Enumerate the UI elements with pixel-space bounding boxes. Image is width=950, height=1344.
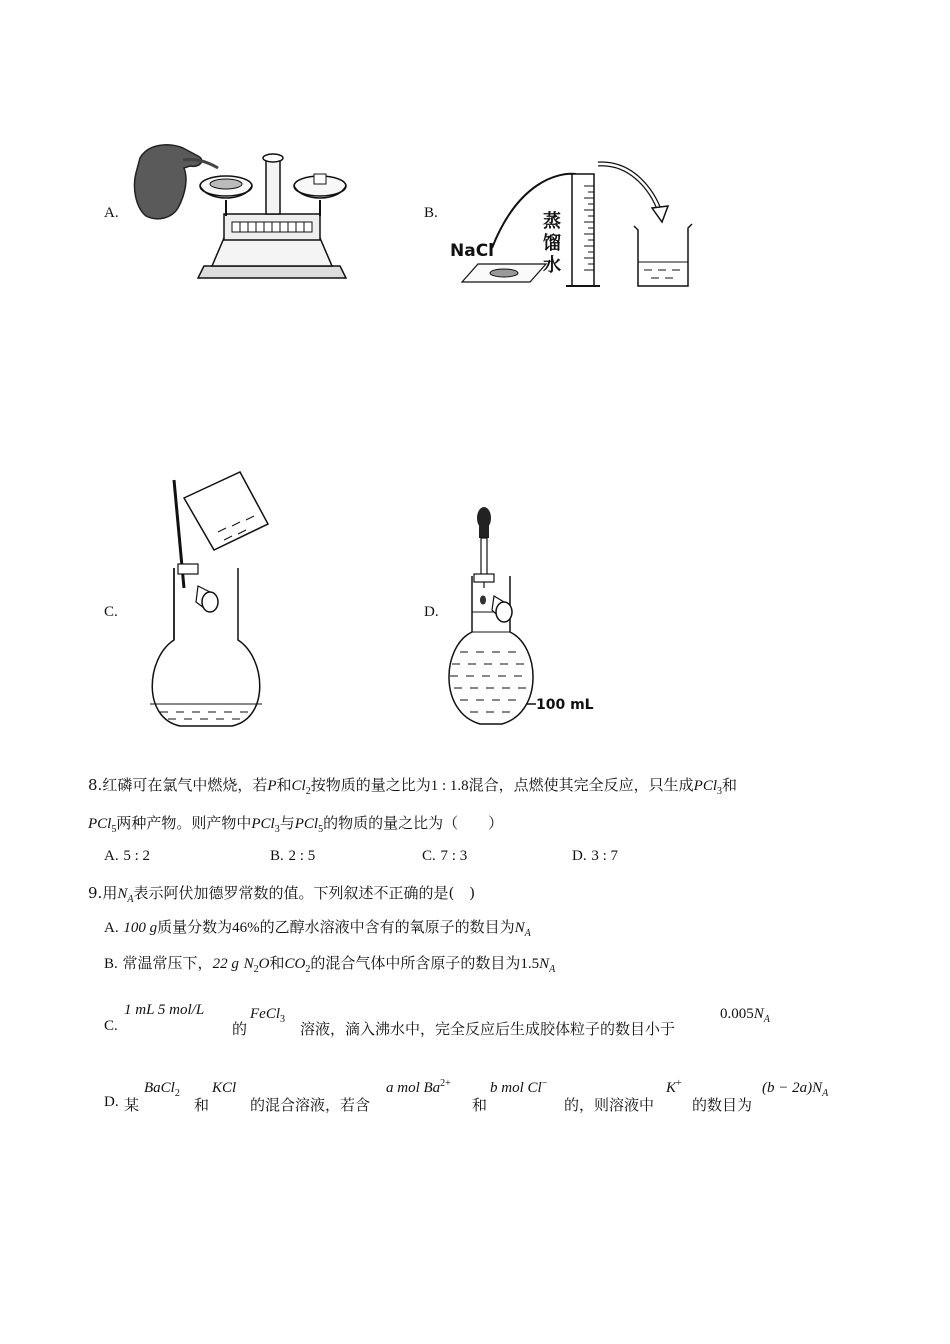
volume-label: 100 mL <box>536 697 594 713</box>
q9-d-bacl2: BaCl$_2$ <box>144 1080 180 1099</box>
dissolving-illustration <box>448 152 698 297</box>
q9-option-a[interactable]: A. 100 g质量分数为46%的乙醇水溶液中含有的氧原子的数目为$N_A$ <box>104 918 531 939</box>
water-label-2: 馏 <box>543 233 561 254</box>
q9-c-fecl3: FeCl$_3$ <box>250 1006 285 1025</box>
q8-line-2: PCl$_5$两种产物。则产物中PCl$_3$与PCl$_5$的物质的量之比为（ ） <box>88 814 504 835</box>
q9-number: 9. <box>88 884 103 902</box>
figure-c-label: C. <box>104 604 118 620</box>
q8-option-b[interactable]: B. 2 : 5 <box>270 848 316 864</box>
q9-c-concentration: 1 mL 5 mol/L <box>124 1002 205 1018</box>
q8-line-1: 8.红磷可在氯气中燃烧，若P和$Cl_2$按物质的量之比为1 : 1.8混合，点燃使其完全反应，只生成PCl$_3$和 <box>88 776 738 797</box>
figure-d-label: D. <box>424 604 439 620</box>
q8-option-c[interactable]: C. 7 : 3 <box>422 848 468 864</box>
q8-option-a[interactable]: A. 5 : 2 <box>104 848 151 864</box>
figure-b-label: B. <box>424 205 438 221</box>
q9-option-d[interactable]: D. <box>104 1094 119 1110</box>
dropper-flask-illustration <box>440 504 600 730</box>
q8-number: 8. <box>88 776 103 794</box>
q9-option-c[interactable]: C. <box>104 1018 118 1034</box>
q9-d-k: K+ <box>666 1078 682 1096</box>
q9-d-kcl: KCl <box>212 1080 237 1096</box>
q9-stem: 9.用$N_A$表示阿伏加德罗常数的值。下列叙述不正确的是( ) <box>88 884 476 905</box>
figure-a-label: A. <box>104 205 119 221</box>
q9-option-b[interactable]: B. 常温常压下，22 g $N_2O$和$CO_2$的混合气体中所含原子的数目为$1.5N_A$ <box>104 954 556 975</box>
balance-illustration <box>128 138 368 288</box>
q9-d-expr: $(b - 2a)N_A$ <box>762 1080 829 1099</box>
transfer-flask-illustration <box>140 468 280 730</box>
nacl-label: NaCl <box>450 241 495 261</box>
q9-c-value: $0.005N_A$ <box>720 1006 770 1025</box>
q9-d-cl: b mol Cl− <box>490 1078 548 1096</box>
water-label-1: 蒸 <box>543 211 561 232</box>
water-label-3: 水 <box>543 255 561 276</box>
q8-option-d[interactable]: D. 3 : 7 <box>572 848 619 864</box>
q9-d-ba: a mol $Ba^{2+}$ <box>386 1078 451 1096</box>
hand-shape <box>134 145 201 219</box>
